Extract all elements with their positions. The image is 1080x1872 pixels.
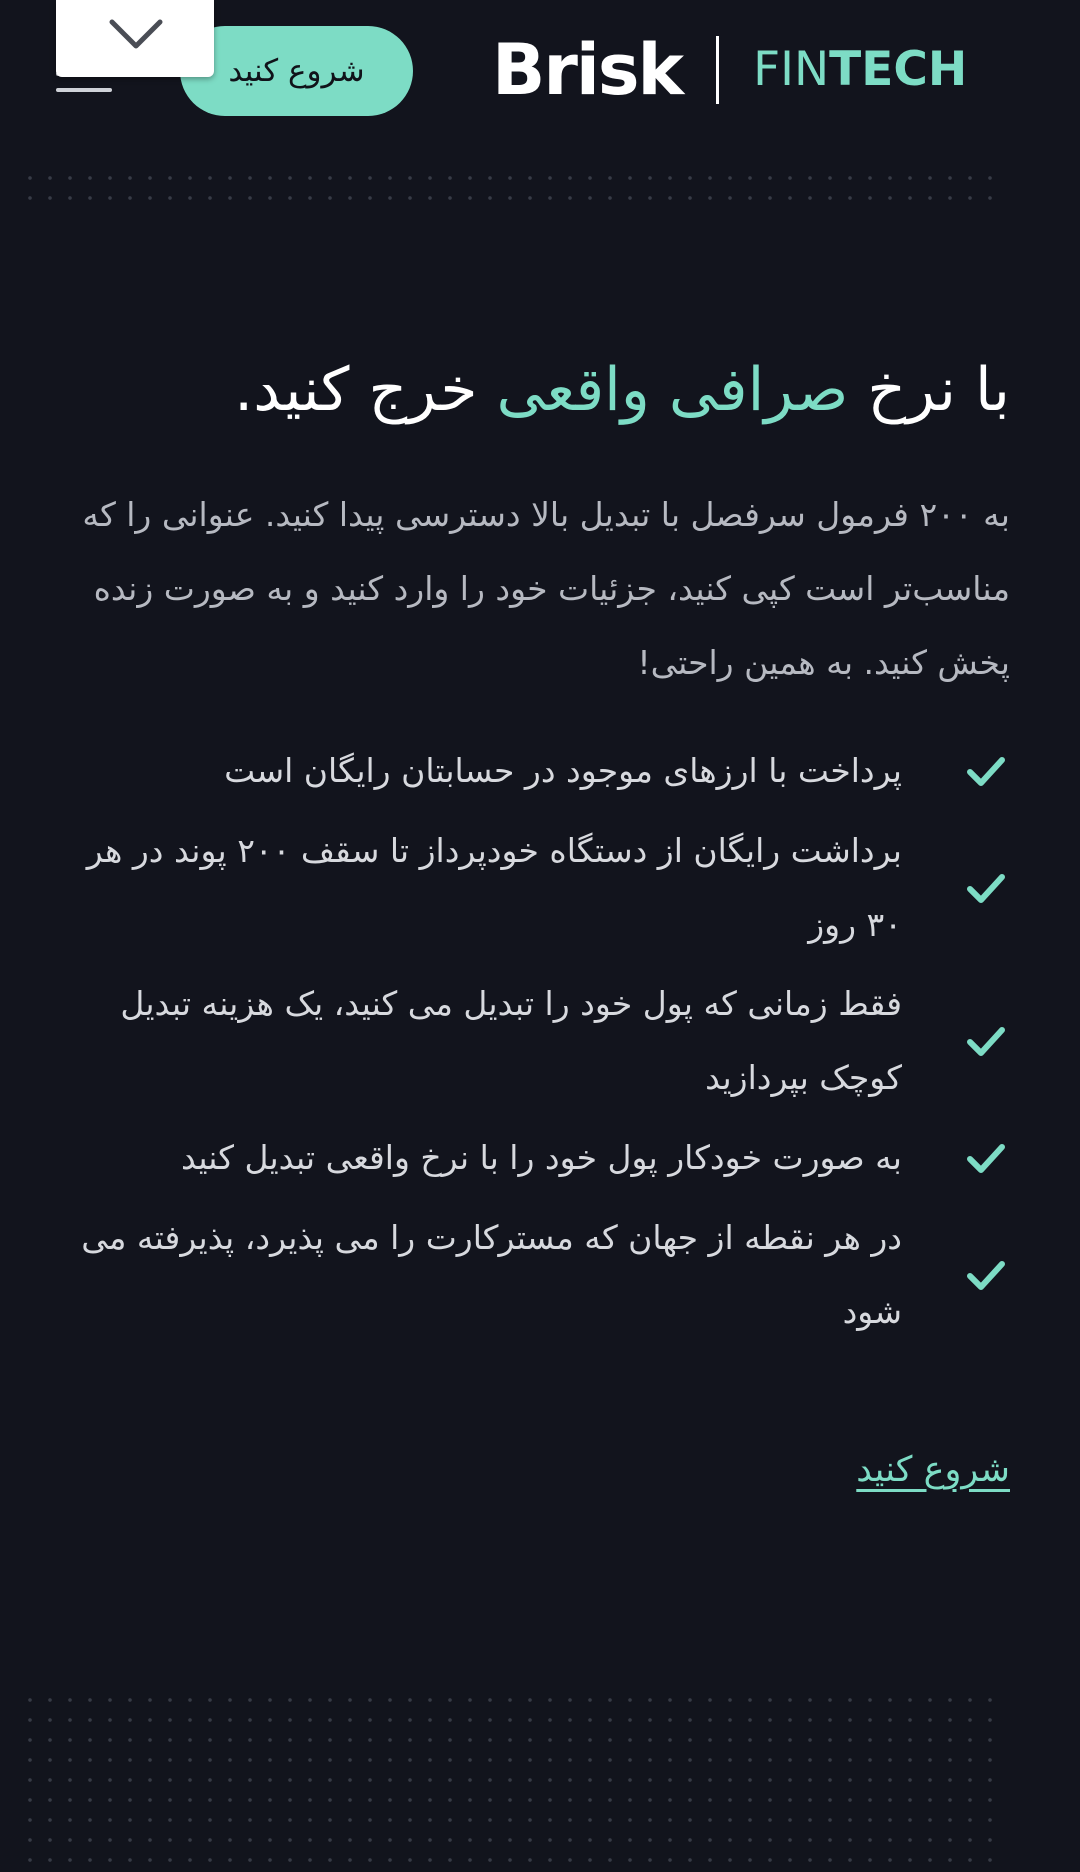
feature-text: برداشت رایگان از دستگاه خودپرداز تا سقف ۲۰۰ پوند در هر ۳۰ روز <box>86 831 902 944</box>
logo-divider <box>716 36 719 104</box>
feature-text: پرداخت با ارزهای موجود در حسابتان رایگان است <box>224 751 902 790</box>
decorative-dot-pattern <box>20 1690 1000 1872</box>
logo-brand-text: Brisk <box>492 29 683 111</box>
feature-list <box>70 733 1010 1349</box>
site-header <box>0 0 1080 150</box>
feature-text: در هر نقطه از جهان که مسترکارت را می پذیرد، پذیرفته می شود <box>81 1218 902 1331</box>
headline-suffix: خرج کنید. <box>234 355 497 425</box>
collapse-toggle-button[interactable] <box>56 0 214 77</box>
intro-paragraph: به ۲۰۰ فرمول سرفصل با تبدیل بالا دسترسی پیدا کنید. عنوانی را که مناسب‌تر است کپی کنید، جزئیات خود را وارد کنید و به صورت زنده پخش کنید. به همین راحتی! <box>82 495 1010 682</box>
feature-item <box>70 733 1010 809</box>
hero-section <box>70 340 1010 1354</box>
menu-line <box>56 88 112 92</box>
headline-highlight: صرافی واقعی <box>496 355 849 425</box>
feature-item <box>70 1201 1010 1349</box>
headline-prefix: با نرخ <box>848 355 1010 425</box>
check-icon <box>962 1017 1010 1065</box>
check-icon <box>962 1134 1010 1182</box>
check-icon <box>962 864 1010 912</box>
start-link[interactable]: شروع کنید <box>856 1450 1010 1490</box>
logo-tagline-light: FIN <box>753 42 830 97</box>
feature-item <box>70 1120 1010 1196</box>
page-title <box>70 340 1010 440</box>
check-icon <box>962 747 1010 795</box>
check-icon <box>962 1251 1010 1299</box>
feature-item <box>70 967 1010 1115</box>
chevron-down-icon <box>108 14 164 54</box>
feature-text: به صورت خودکار پول خود را با نرخ واقعی تبدیل کنید <box>181 1138 902 1177</box>
start-button[interactable]: شروع کنید <box>180 26 413 116</box>
decorative-dot-pattern <box>20 168 1000 208</box>
brand-logo[interactable] <box>492 30 967 110</box>
logo-tagline <box>753 30 967 110</box>
feature-item <box>70 814 1010 962</box>
logo-tagline-bold: TECH <box>829 42 968 97</box>
feature-text: فقط زمانی که پول خود را تبدیل می کنید، یک هزینه تبدیل کوچک بپردازید <box>120 984 902 1097</box>
